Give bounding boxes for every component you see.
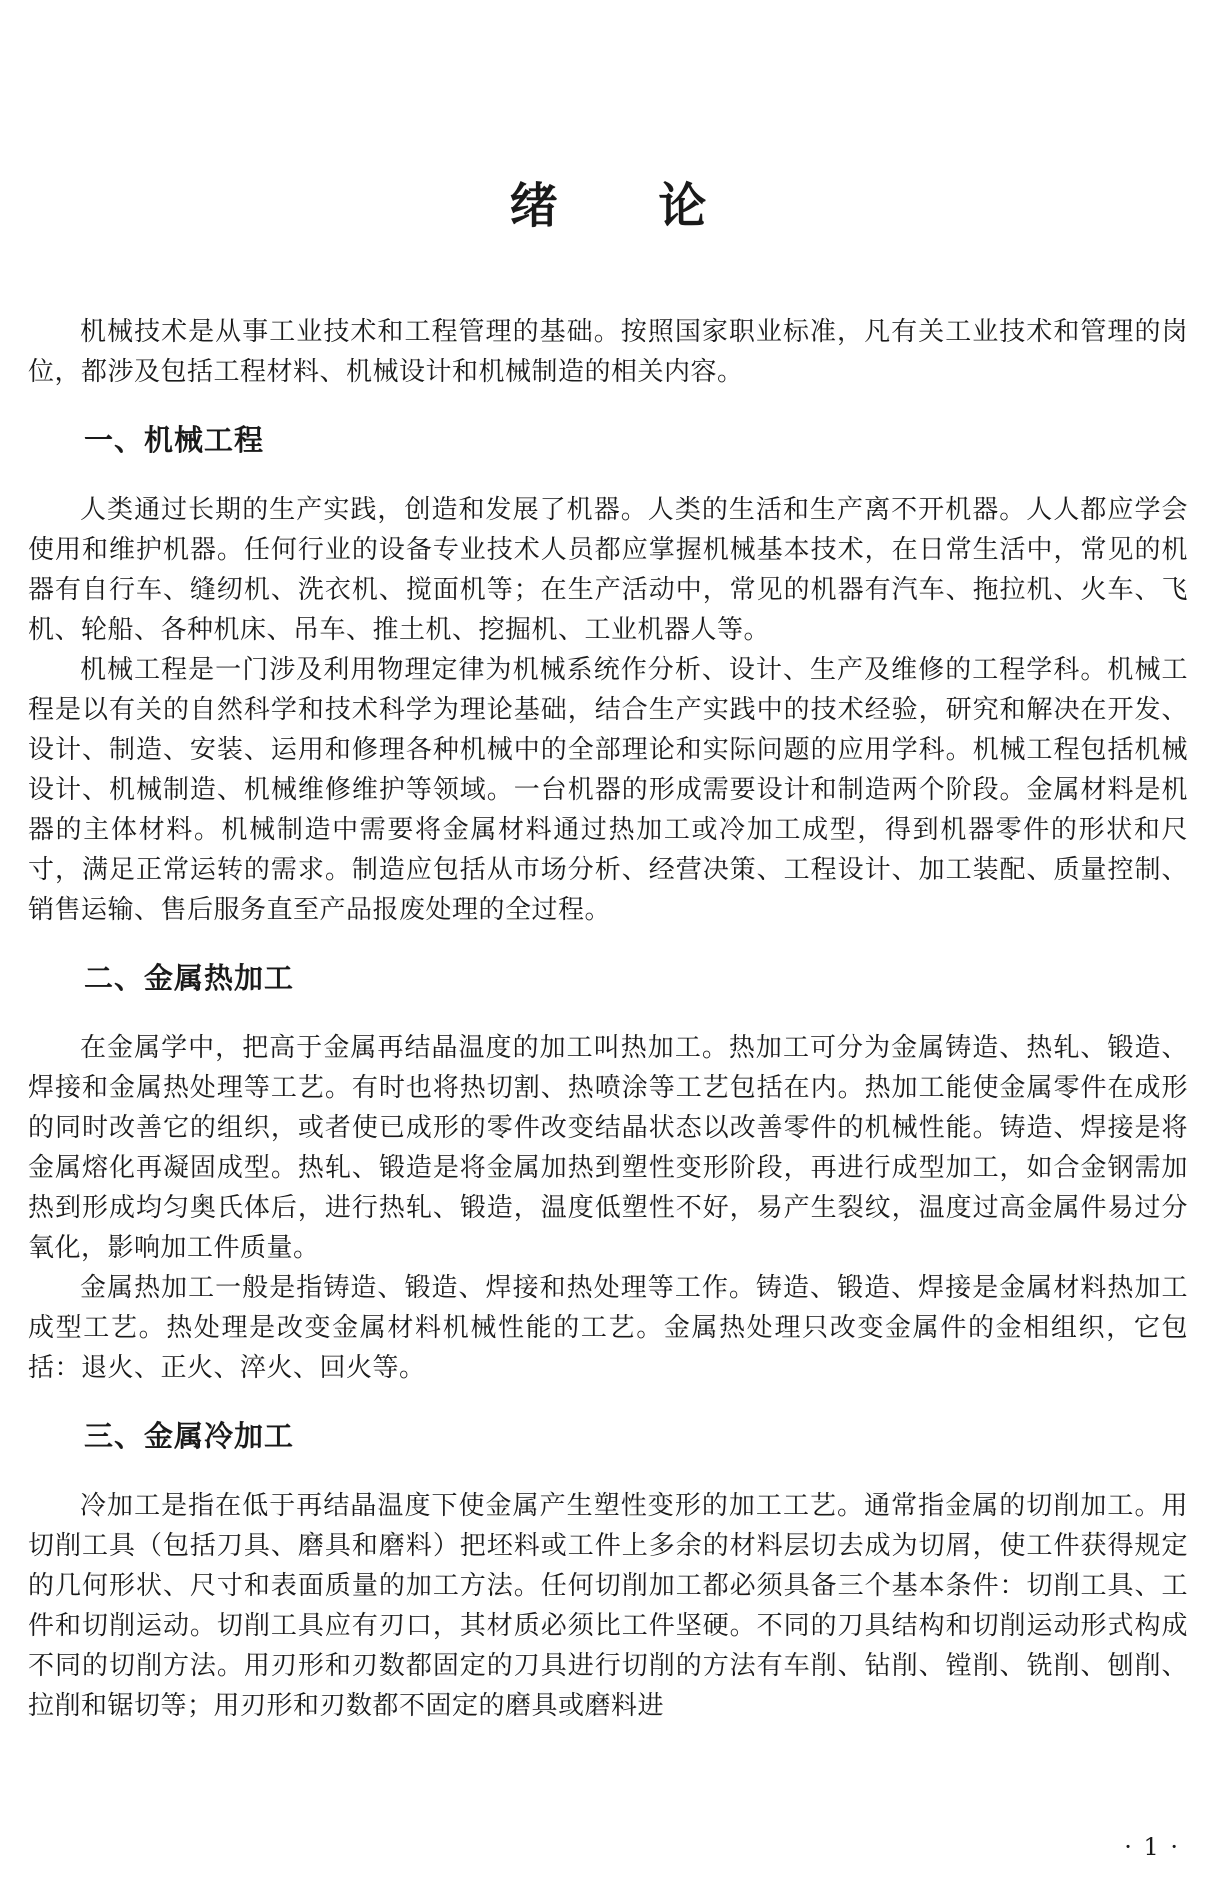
section-heading: 一、机械工程 <box>84 423 265 457</box>
section-metal-hot-working <box>28 958 1188 1388</box>
page-content <box>28 312 1188 1726</box>
body-paragraph: 人类通过长期的生产实践，创造和发展了机器。人类的生活和生产离不开机器。人人都应学会使用和维护机器。任何行业的设备专业技术人员都应掌握机械基本技术，在日常生活中，常见的机器有自行车、缝纫机、洗衣机、搅面机等；在生产活动中，常见的机器有汽车、拖拉机、火车、飞机、轮船、各种机床、吊车、推土机、挖掘机、工业机器人等。 <box>28 495 1188 645</box>
body-paragraph: 冷加工是指在低于再结晶温度下使金属产生塑性变形的加工工艺。通常指金属的切削加工。用切削工具（包括刀具、磨具和磨料）把坯料或工件上多余的材料层切去成为切屑，使工件获得规定的几何形状、尺寸和表面质量的加工方法。任何切削加工都必须具备三个基本条件：切削工具、工件和切削运动。切削工具应有刃口，其材质必须比工件坚硬。不同的刀具结构和切削运动形式构成不同的切削方法。用刃形和刃数都固定的刀具进行切削的方法有车削、钻削、镗削、铣削、刨削、拉削和锯切等；用刃形和刃数都不固定的磨具或磨料进 <box>28 1491 1188 1721</box>
body-paragraph: 在金属学中，把高于金属再结晶温度的加工叫热加工。热加工可分为金属铸造、热轧、锻造、焊接和金属热处理等工艺。有时也将热切割、热喷涂等工艺包括在内。热加工能使金属零件在成形的同时改善它的组织，或者使已成形的零件改变结晶状态以改善零件的机械性能。铸造、焊接是将金属熔化再凝固成型。热轧、锻造是将金属加热到塑性变形阶段，再进行成型加工，如合金钢需加热到形成均匀奥氏体后，进行热轧、锻造，温度低塑性不好，易产生裂纹，温度过高金属件易过分氧化，影响加工件质量。 <box>28 1033 1188 1263</box>
document-page <box>28 0 1188 1892</box>
intro-paragraph: 机械技术是从事工业技术和工程管理的基础。按照国家职业标准，凡有关工业技术和管理的岗位，都涉及包括工程材料、机械设计和机械制造的相关内容。 <box>28 317 1188 387</box>
section-metal-cold-working <box>28 1416 1188 1726</box>
section-mechanical-engineering <box>28 420 1188 930</box>
section-heading: 三、金属冷加工 <box>84 1419 295 1453</box>
section-heading: 二、金属热加工 <box>84 961 295 995</box>
body-paragraph: 机械工程是一门涉及利用物理定律为机械系统作分析、设计、生产及维修的工程学科。机械工程是以有关的自然科学和技术科学为理论基础，结合生产实践中的技术经验，研究和解决在开发、设计、制造、安装、运用和修理各种机械中的全部理论和实际问题的应用学科。机械工程包括机械设计、机械制造、机械维修维护等领域。一台机器的形成需要设计和制造两个阶段。金属材料是机器的主体材料。机械制造中需要将金属材料通过热加工或冷加工成型，得到机器零件的形状和尺寸，满足正常运转的需求。制造应包括从市场分析、经营决策、工程设计、加工装配、质量控制、销售运输、售后服务直至产品报废处理的全过程。 <box>28 655 1188 925</box>
chapter-title: 绪 论 <box>509 178 733 234</box>
page-number: · 1 · <box>1124 1833 1180 1861</box>
body-paragraph: 金属热加工一般是指铸造、锻造、焊接和热处理等工作。铸造、锻造、焊接是金属材料热加工成型工艺。热处理是改变金属材料机械性能的工艺。金属热处理只改变金属件的金相组织，它包括：退火、正火、淬火、回火等。 <box>28 1273 1188 1383</box>
